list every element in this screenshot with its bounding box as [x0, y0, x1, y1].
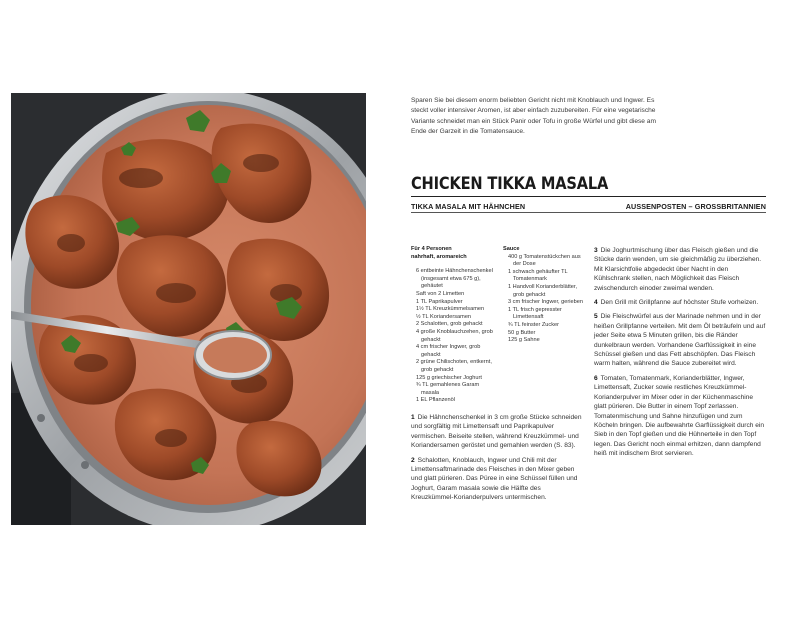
- recipe-step: [594, 312, 766, 368]
- chicken-tikka-masala-image: [11, 93, 366, 525]
- subtitle-rule: [411, 212, 766, 213]
- intro-paragraph: Sparen Sie bei diesem enorm beliebten Gericht nicht mit Knoblauch und Ingwer. Es steckt voller intensiver Aromen, ist aber einfach zuzubereiten. Für eine vegetarische Variante schneidet man ein Stück Panir oder Tofu in große Würfel und gibt diese am Ende der Garzeit in die Tomatensauce.: [411, 97, 656, 135]
- step-number: 6: [594, 374, 598, 382]
- ingredient-item: ½ TL Koriandersamen: [416, 313, 472, 320]
- ingredient-item: 1 TL Paprikapulver: [416, 298, 463, 305]
- recipe-subtitle: TIKKA MASALA MIT HÄHNCHEN: [411, 202, 526, 211]
- step-text: Die Fleischwürfel aus der Marinade nehmen und in der heißen Grillpfanne verteilen. Mit dem Öl beträufeln und auf jeder Seite etwa 5 Minuten grillen, bis die Ränder dunkelbraun werden. Vorhandene Garflüssigkeit in eine Schüssel gießen und das Fett abschöpfen. Das Fleisch warm halten, während die Sauce zubereitet wird.: [594, 313, 766, 368]
- step-number: 5: [594, 313, 598, 321]
- sauce-ingredient-item: ¾ TL feinster Zucker: [508, 321, 559, 328]
- ingredient-item: 4 cm frischer Ingwer, grob gehackt: [416, 344, 481, 358]
- step-text: Den Grill mit Grillpfanne auf höchster Stufe vorheizen.: [600, 299, 759, 307]
- sauce-ingredient-item: 1 Handvoll Korianderblätter, grob gehackt: [508, 283, 578, 298]
- step-number: 2: [411, 456, 415, 464]
- ingredient-item: Saft von 2 Limetten: [416, 290, 465, 297]
- recipe-step: [594, 246, 766, 293]
- recipe-category: AUSSENPOSTEN – GROSSBRITANNIEN: [625, 202, 766, 211]
- ingredient-item: 1½ TL Kreuzkümmelsamen: [416, 306, 485, 313]
- recipe-step: [411, 456, 583, 503]
- sauce-ingredient-item: 1 schwach gehäufter TL Tomatenmark: [508, 268, 568, 283]
- ingredient-item: 4 große Knoblauchzehen, grob gehackt: [416, 328, 493, 343]
- sauce-ingredient-item: 125 g Sahne: [508, 337, 540, 344]
- step-text: Die Joghurtmischung über das Fleisch gießen und die Stücke darin wenden, um sie gleichmäßig zu überziehen. Mit Klarsichtfolie abgedeckt über Nacht in den Kühlschrank stellen, nach Möglichkeit das Fleisch zwischendurch einoder zweimal wenden.: [594, 247, 762, 292]
- steps-left-column: [411, 413, 583, 508]
- step-text: Tomaten, Tomatenmark, Korianderblätter, Ingwer, Limettensaft, Zucker sowie restliches Kreuzkümmel-Korianderpulver im Mixer oder in der Küchenmaschine glatt pürieren. Die Butter in einem Topf zerlassen. Tomatenmischung und Sahne hinzufügen und zum Köcheln bringen. Die aufbewahrte Garflüssigkeit durch ein Sieb in den Topf gießen und die Hühnerteile in den Topf legen. Das Gericht noch einmal erhitzen, dann dampfend heiß mit indischem Brot servieren.: [594, 374, 765, 458]
- ingredients-main-list: [411, 268, 495, 405]
- recipe-step: [594, 374, 766, 459]
- ingredient-item: 1 EL Pflanzenöl: [416, 397, 455, 404]
- ingredient-item: 125 g griechischer Joghurt: [416, 374, 482, 381]
- sauce-ingredient-item: 50 g Butter: [508, 329, 536, 336]
- step-text: Die Hähnchenschenkel in 3 cm große Stücke schneiden und sorgfältig mit Limettensaft und Paprikapulver vermischen. Beiseite stellen, während Kreuzkümmel- und Koriandersamen geröstet und gemahlen werden (S. 83).: [411, 414, 582, 450]
- steps-right-column: [594, 246, 766, 464]
- step-text: Schalotten, Knoblauch, Ingwer und Chili mit der Limettensaftmarinade des Fleisches in den Mixer geben und glatt pürieren. Das Püree in eine Schüssel füllen und Joghurt, Garam masala sowie die Hälfte des Kreuzkümmel-Korianderpulvers untermischen.: [411, 456, 578, 502]
- recipe-step: [411, 413, 583, 451]
- step-number: 1: [411, 414, 415, 421]
- recipe-title: CHICKEN TIKKA MASALA: [411, 174, 609, 194]
- servings-heading: Für 4 Personen: [411, 246, 452, 252]
- recipe-step: [594, 298, 766, 307]
- step-number: 3: [594, 247, 598, 254]
- sauce-ingredient-item: 400 g Tomatenstückchen aus der Dose: [508, 253, 581, 268]
- ingredient-item: 2 Schalotten, grob gehackt: [416, 321, 483, 328]
- ingredients-main: [411, 246, 495, 405]
- ingredient-item: 6 entbeinte Hähnchenschenkel (insgesamt etwa 675 g), gehäutet: [416, 268, 493, 290]
- sauce-heading: Sauce: [503, 246, 520, 252]
- servings-note: nahrhaft, aromareich: [411, 253, 467, 260]
- sauce-ingredient-list: [503, 254, 585, 345]
- title-rule: [411, 196, 766, 197]
- step-number: 4: [594, 299, 598, 307]
- dish-photo: [11, 93, 366, 525]
- ingredient-item: 2 grüne Chilischoten, entkernt, grob gehackt: [416, 359, 492, 373]
- ingredients-sauce: [503, 246, 585, 345]
- ingredient-item: ¾ TL gemahlenes Garam masala: [416, 382, 480, 396]
- sauce-ingredient-item: 3 cm frischer Ingwer, gerieben: [508, 299, 583, 306]
- sauce-ingredient-item: 1 TL frisch gepresster Limettensaft: [508, 306, 562, 321]
